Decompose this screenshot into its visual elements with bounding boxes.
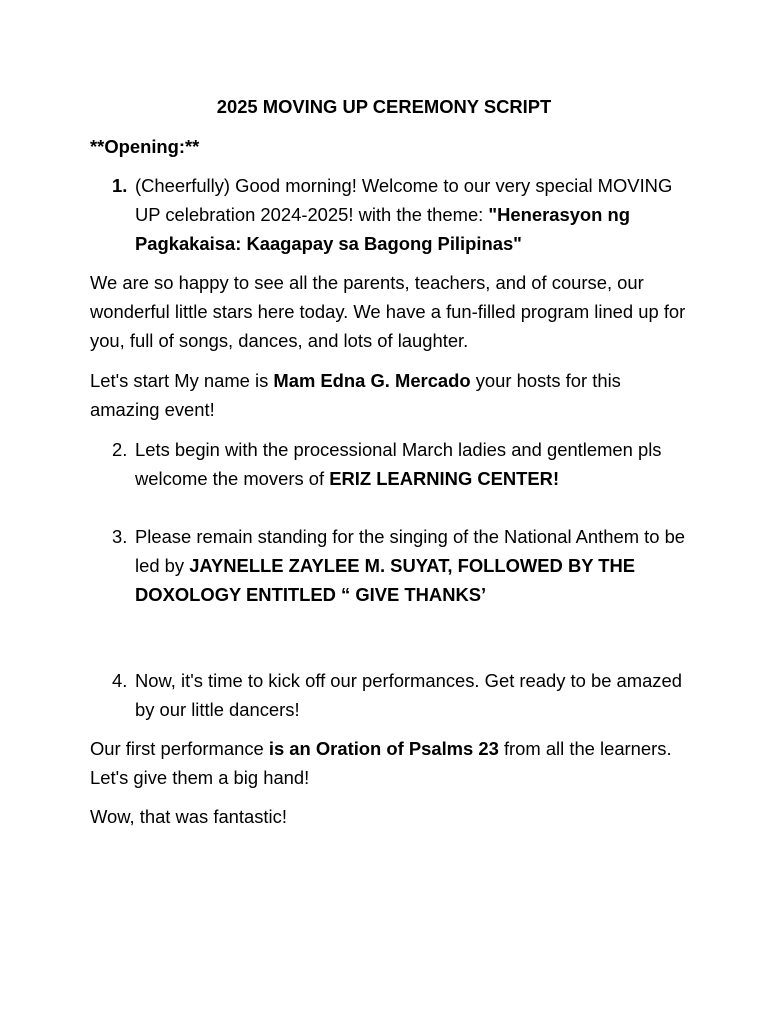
- host-paragraph: Let's start My name is Mam Edna G. Mercado your hosts for this amazing event!: [90, 370, 621, 420]
- welcome-paragraph: We are so happy to see all the parents, teachers, and of course, our wonderful little stars here today. We have a fun-filled program lined up for you, full of songs, dances, and lots of laughter.: [90, 272, 686, 351]
- list-item-4: [90, 666, 690, 724]
- list-item-text: Lets begin with the processional March ladies and gentlemen pls welcome the movers of ERIZ LEARNING CENTER!: [135, 439, 662, 489]
- list-number: 2.: [112, 439, 128, 460]
- list-item-text: (Cheerfully) Good morning! Welcome to our very special MOVING UP celebration 2024-2025! with the theme: "Henerasyon ng Pagkakaisa: Kaagapay sa Bagong Pilipinas": [135, 175, 673, 254]
- school-name: ERIZ LEARNING CENTER!: [329, 468, 560, 489]
- theme-text: "Henerasyon ng Pagkakaisa: Kaagapay sa Bagong Pilipinas": [135, 204, 630, 254]
- anthem-leader: JAYNELLE ZAYLEE M. SUYAT, FOLLOWED BY THE DOXOLOGY ENTITLED “ GIVE THANKS’: [135, 555, 636, 605]
- closing-paragraph: Wow, that was fantastic!: [90, 806, 287, 827]
- list-number: 1.: [112, 175, 128, 196]
- host-name: Mam Edna G. Mercado: [273, 370, 471, 391]
- list-item-2: [90, 435, 690, 493]
- performance-title: is an Oration of Psalms 23: [268, 738, 499, 759]
- document-title: 2025 MOVING UP CEREMONY SCRIPT: [216, 96, 552, 117]
- list-item-text: Please remain standing for the singing of the National Anthem to be led by JAYNELLE ZAYLEE M. SUYAT, FOLLOWED BY THE DOXOLOGY ENTITLED “ GIVE THANKS’: [135, 526, 686, 605]
- performance-paragraph: Our first performance is an Oration of Psalms 23 from all the learners. Let's give them a big hand!: [90, 738, 672, 788]
- list-item-3: [90, 522, 690, 609]
- list-item-1: [90, 171, 690, 258]
- list-number: 4.: [112, 670, 128, 691]
- list-item-text: Now, it's time to kick off our performances. Get ready to be amazed by our little dancers!: [135, 670, 682, 720]
- opening-heading: **Opening:**: [90, 136, 200, 157]
- list-number: 3.: [112, 526, 128, 547]
